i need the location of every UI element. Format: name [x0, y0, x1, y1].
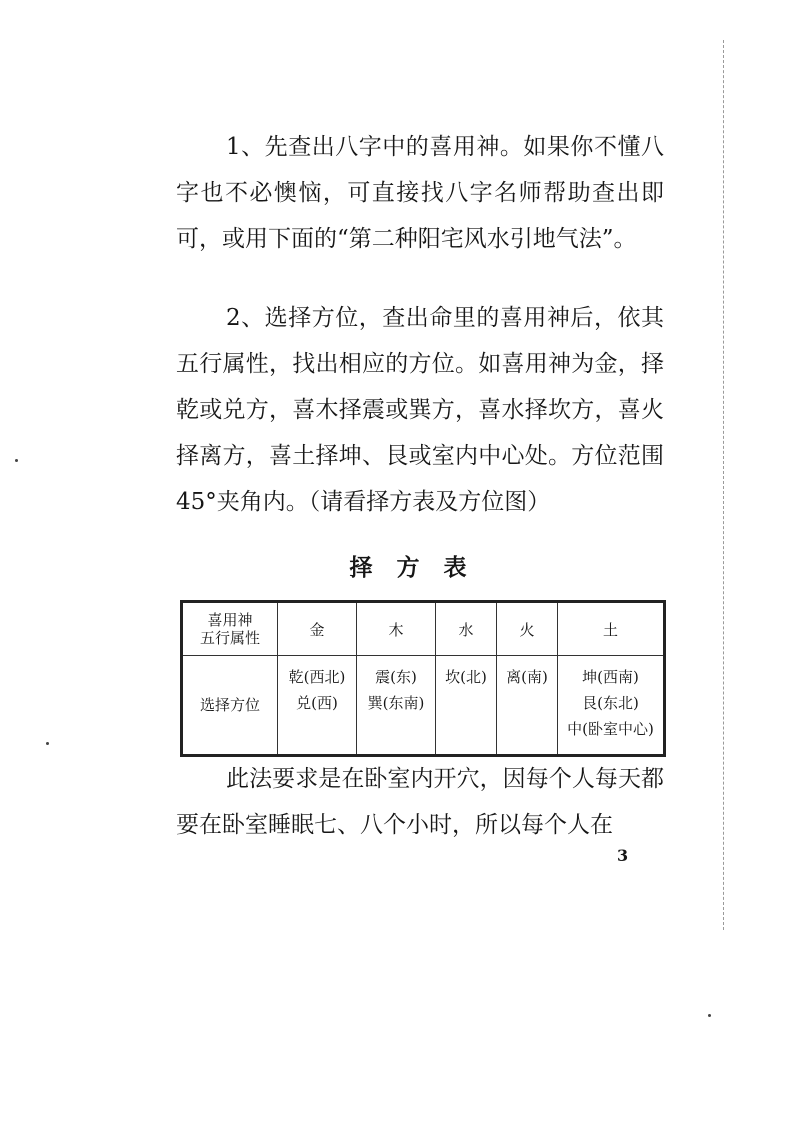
fire-direction: 离(南) — [506, 668, 548, 686]
metal-direction-1: 乾(西北) — [288, 668, 346, 686]
row-label-cell: 选择方位 — [182, 656, 278, 756]
wood-direction-1: 震(东) — [375, 668, 417, 686]
table-title: 择方表 — [349, 554, 491, 581]
paragraph-2-text: 2、选择方位，查出命里的喜用神后，依其五行属性，找出相应的方位。如喜用神为金，择乾或兑方，喜木择震或巽方，喜水择坎方，喜火择离方，喜土择坤、艮或室内中心处。方位范围45°夹角内。（请看择方表及方位图） — [176, 305, 664, 515]
fire-direction-cell — [497, 656, 558, 756]
metal-directions-cell — [278, 656, 357, 756]
wood-directions-cell — [357, 656, 436, 756]
scan-speck — [46, 742, 49, 745]
table-header-row — [182, 602, 665, 656]
paragraph-3-text: 此法要求是在卧室内开穴，因每个人每天都要在卧室睡眠七、八个小时，所以每个人在 — [176, 766, 664, 838]
scan-speck — [708, 1014, 711, 1017]
paragraph-1 — [176, 124, 664, 262]
paragraph-2 — [176, 295, 664, 525]
table-body-row — [182, 656, 665, 756]
column-header-metal: 金 — [278, 602, 357, 656]
page-edge-line — [723, 40, 724, 930]
header-label-cell — [182, 602, 278, 656]
earth-direction-1: 坤(西南) — [582, 668, 639, 686]
paragraph-3 — [176, 756, 664, 848]
metal-direction-2: 兑(西) — [296, 694, 338, 712]
page-number: 3 — [617, 846, 629, 865]
water-direction: 坎(北) — [445, 668, 487, 686]
earth-direction-3: 中(卧室中心) — [567, 720, 654, 738]
water-direction-cell — [436, 656, 497, 756]
wood-direction-2: 巽(东南) — [367, 694, 425, 712]
earth-direction-2: 艮(东北) — [582, 694, 639, 712]
header-label-line1: 喜用神 — [207, 611, 253, 629]
paragraph-1-text: 1、先查出八字中的喜用神。如果你不懂八字也不必懊恼，可直接找八字名师帮助查出即可，或用下面的“第二种阳宅风水引地气法”。 — [176, 134, 664, 252]
column-header-water: 水 — [436, 602, 497, 656]
column-header-earth: 土 — [558, 602, 665, 656]
column-header-fire: 火 — [497, 602, 558, 656]
column-header-wood: 木 — [357, 602, 436, 656]
direction-table — [180, 600, 666, 757]
header-label-line2: 五行属性 — [199, 629, 260, 647]
earth-directions-cell — [558, 656, 665, 756]
scan-speck — [15, 459, 18, 462]
